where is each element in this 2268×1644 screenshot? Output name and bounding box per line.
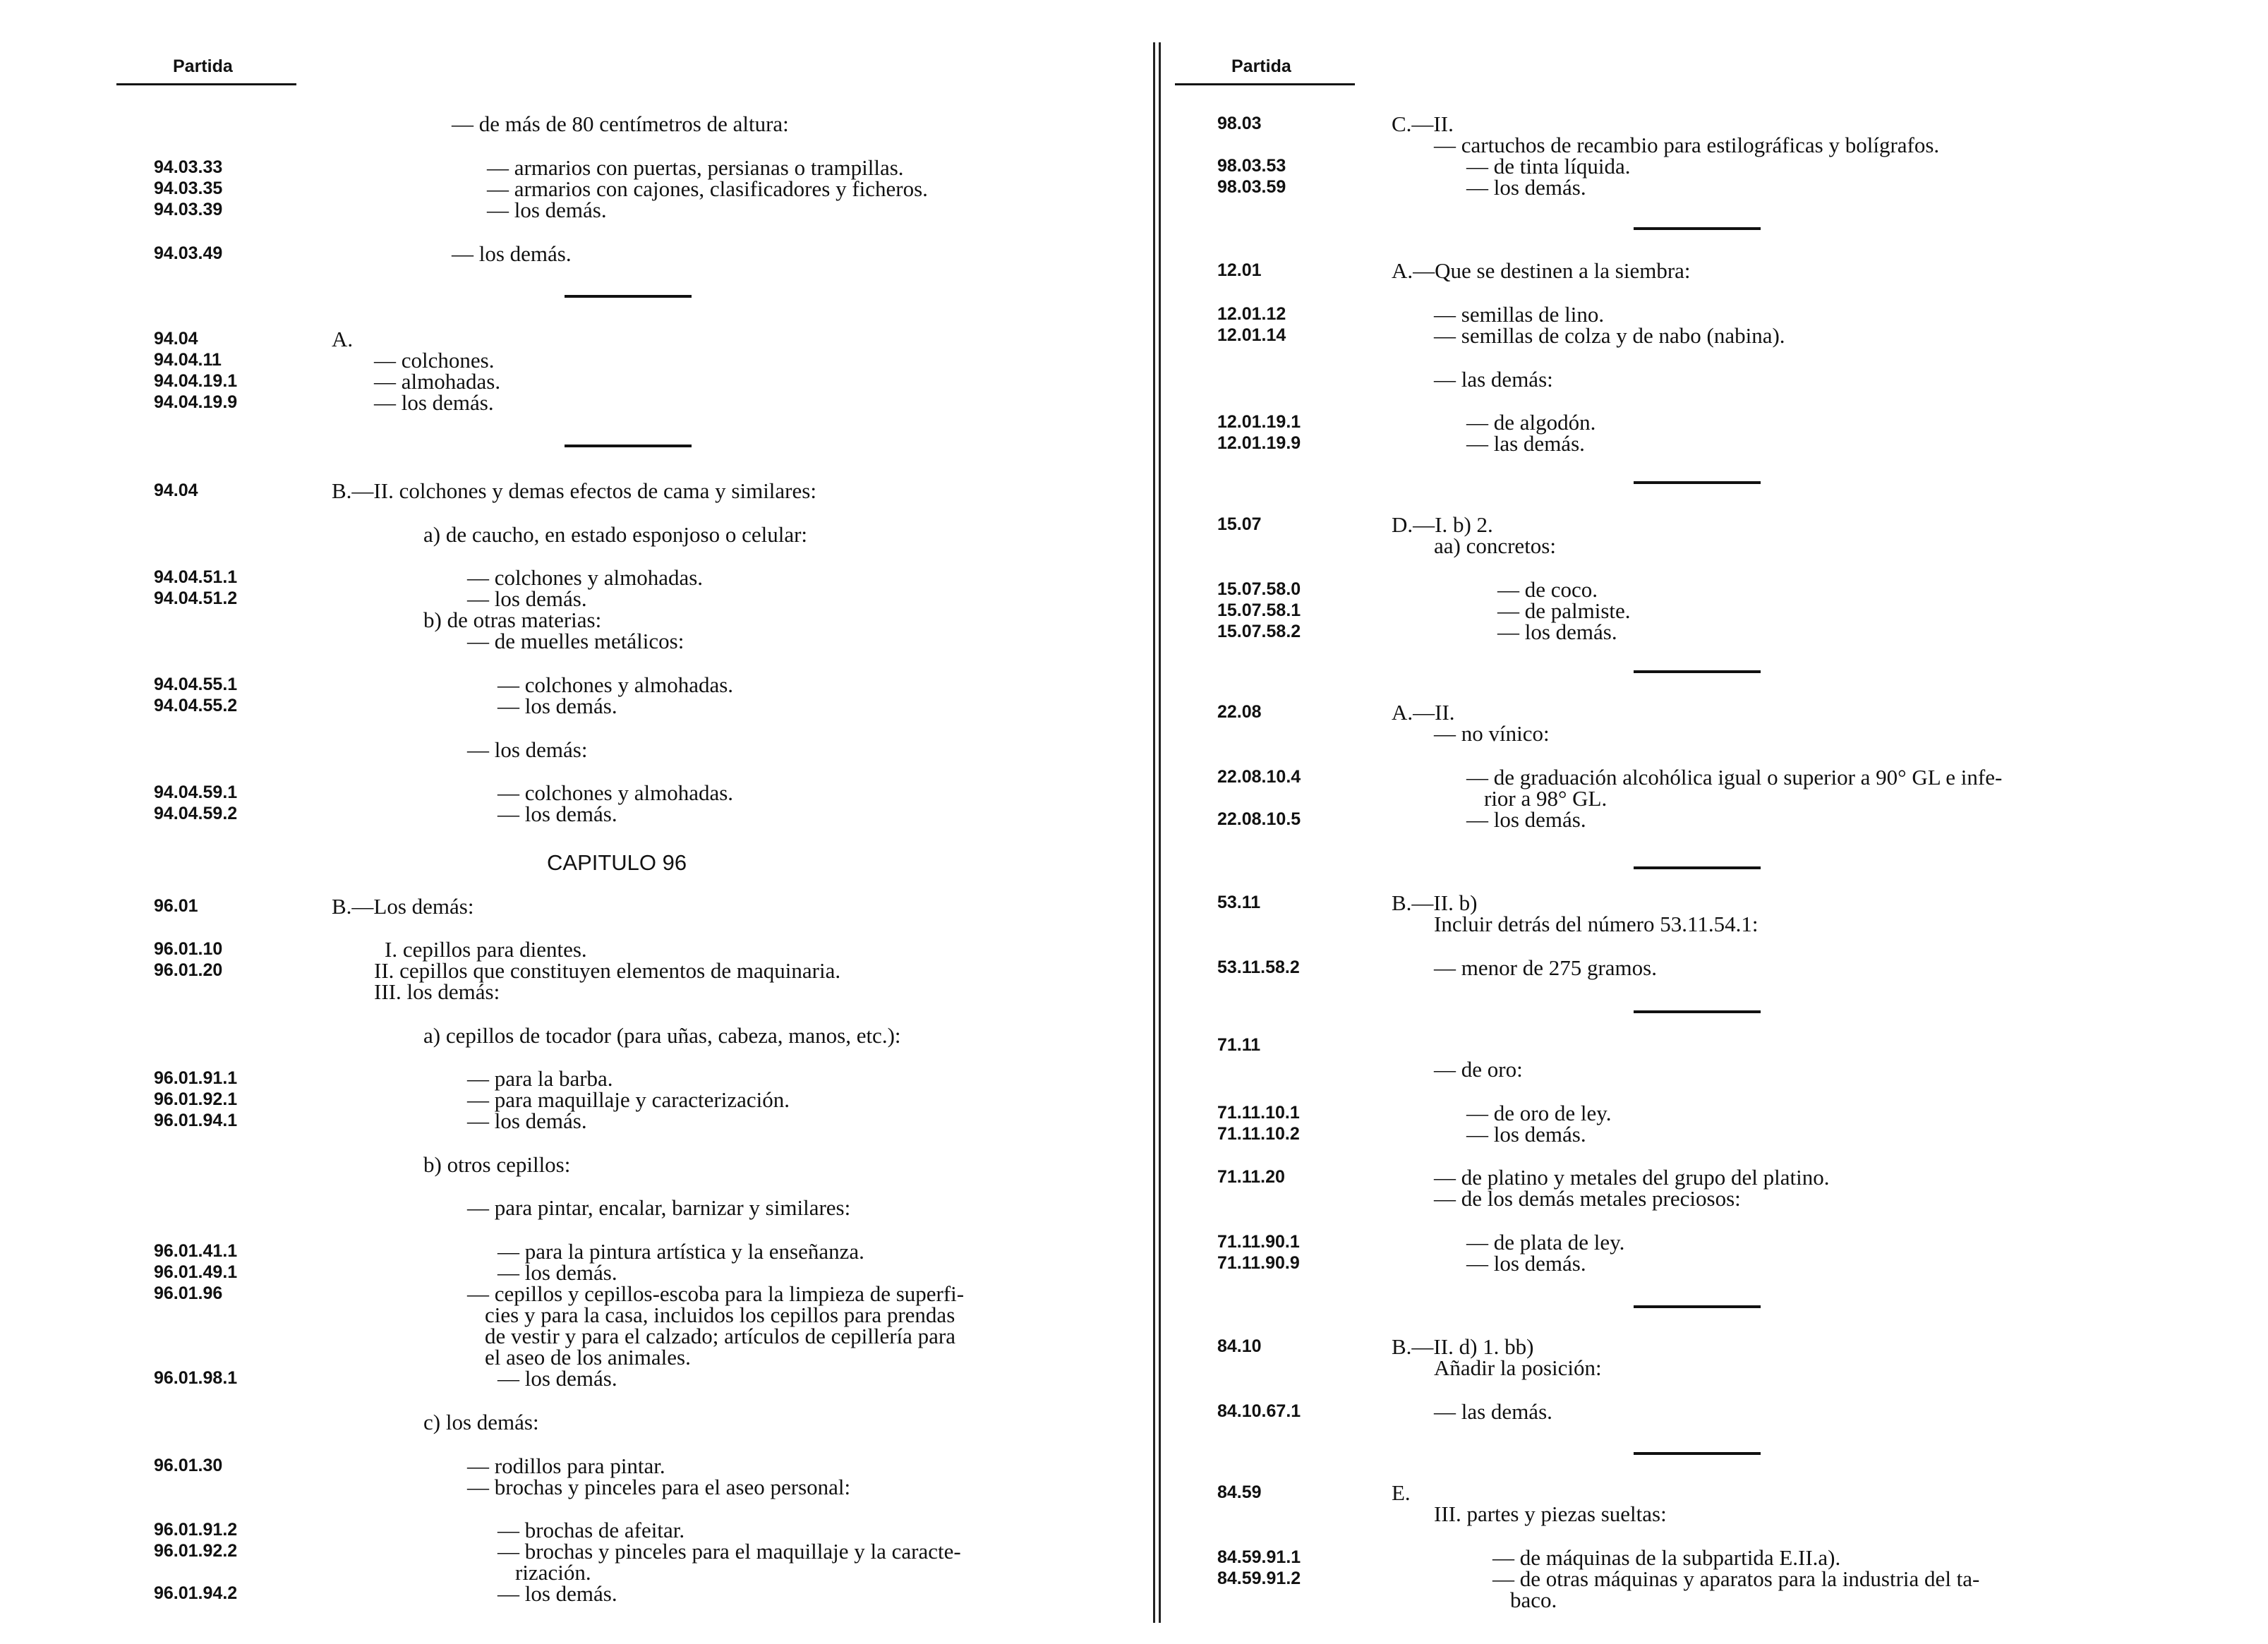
entry-text: — rodillos para pintar. <box>467 1453 665 1478</box>
entry-text: — colchones y almohadas. <box>497 780 734 805</box>
partida-code: 12.01 <box>1217 260 1262 280</box>
partida-code: 96.01.92.2 <box>154 1541 238 1561</box>
entry-text: — brochas de afeitar. <box>497 1518 685 1542</box>
entry-text: II. cepillos que constituyen elementos de maquinaria. <box>374 958 841 983</box>
partida-code: 94.03.33 <box>154 157 223 177</box>
partida-code: 94.04.51.1 <box>154 567 238 587</box>
partida-code: 96.01.30 <box>154 1456 223 1475</box>
entry-text: — las demás. <box>1434 1399 1552 1424</box>
partida-code: 84.59.91.2 <box>1217 1569 1301 1588</box>
entry-text: — para maquillaje y caracterización. <box>467 1087 790 1112</box>
partida-code: 96.01 <box>154 896 198 916</box>
entry-text: — de oro de ley. <box>1466 1101 1612 1125</box>
entry-text: — no vínico: <box>1434 721 1550 746</box>
entry-text: — los demás. <box>1466 1251 1586 1276</box>
entry-text: A. <box>332 327 354 351</box>
partida-code: 12.01.19.1 <box>1217 412 1301 432</box>
section-separator <box>1634 227 1761 230</box>
partida-code: 71.11 <box>1217 1035 1261 1055</box>
partida-code: 96.01.96 <box>154 1283 223 1303</box>
entry-text: — semillas de lino. <box>1434 302 1605 327</box>
entry-text: E. <box>1392 1480 1411 1505</box>
entry-text: aa) concretos: <box>1434 533 1556 558</box>
entry-text: — armarios con puertas, persianas o trampillas. <box>487 155 904 180</box>
entry-text: — brochas y pinceles para el maquillaje y la caracte- <box>497 1539 961 1564</box>
partida-code: 94.04.55.2 <box>154 696 238 715</box>
partida-code: 12.01.19.9 <box>1217 433 1301 453</box>
section-separator <box>565 295 692 298</box>
entry-text: — de graduación alcohólica igual o superior a 90° GL e infe- <box>1466 765 2003 790</box>
entry-text: — los demás. <box>1497 619 1617 644</box>
entry-text: — de coco. <box>1497 577 1598 602</box>
entry-text: A.—Que se destinen a la siembra: <box>1392 258 1691 283</box>
entry-text: — los demás. <box>497 1581 617 1606</box>
entry-text: B.—II. colchones y demas efectos de cama y similares: <box>332 478 816 503</box>
entry-text: a) de caucho, en estado esponjoso o celular: <box>423 522 808 547</box>
entry-text: C.—II. <box>1392 111 1454 136</box>
entry-text: baco. <box>1510 1588 1557 1612</box>
entry-text: — los demás. <box>1466 1122 1586 1147</box>
partida-code: 84.59.91.1 <box>1217 1547 1301 1567</box>
entry-text: — los demás. <box>497 1260 617 1285</box>
entry-text: Añadir la posición: <box>1434 1355 1602 1380</box>
entry-text: — los demás. <box>374 390 494 415</box>
partida-code: 94.04.11 <box>154 350 222 370</box>
entry-text: — menor de 275 gramos. <box>1434 955 1657 980</box>
partida-code: 96.01.94.2 <box>154 1583 238 1603</box>
partida-code: 96.01.94.1 <box>154 1111 238 1130</box>
partida-code: 94.04 <box>154 329 198 349</box>
partida-code: 71.11.90.9 <box>1217 1253 1300 1273</box>
entry-text: — los demás. <box>497 802 617 826</box>
partida-code: 71.11.90.1 <box>1217 1232 1300 1252</box>
entry-text: — los demás. <box>497 694 617 718</box>
entry-text: — brochas y pinceles para el aseo personal: <box>467 1475 851 1499</box>
entry-text: — cartuchos de recambio para estilográficas y bolígrafos. <box>1434 133 1940 157</box>
partida-code: 12.01.12 <box>1217 304 1286 324</box>
entry-text: — los demás. <box>467 586 587 611</box>
entry-text: — colchones. <box>374 348 495 373</box>
partida-code: 12.01.14 <box>1217 325 1286 345</box>
entry-text: D.—I. b) 2. <box>1392 512 1493 537</box>
entry-text: — de oro: <box>1434 1057 1523 1082</box>
entry-text: de vestir y para el calzado; artículos de cepillería para <box>485 1324 956 1348</box>
entry-text: III. los demás: <box>374 979 500 1004</box>
entry-text: — los demás. <box>467 1108 587 1133</box>
partida-code: 15.07.58.1 <box>1217 600 1301 620</box>
section-separator <box>1634 866 1761 869</box>
section-separator <box>1634 481 1761 484</box>
entry-text: — de palmiste. <box>1497 598 1631 623</box>
partida-code: 22.08.10.4 <box>1217 767 1301 787</box>
partida-code: 96.01.91.1 <box>154 1068 238 1088</box>
partida-header: Partida <box>1231 56 1291 76</box>
partida-header: Partida <box>173 56 233 76</box>
entry-text: — armarios con cajones, clasificadores y ficheros. <box>487 176 928 201</box>
partida-code: 22.08.10.5 <box>1217 809 1301 829</box>
entry-text: A.—II. <box>1392 700 1455 725</box>
column-divider <box>1153 42 1155 1623</box>
partida-code: 94.04.19.9 <box>154 392 238 412</box>
entry-text: b) de otras materias: <box>423 608 602 632</box>
entry-text: Incluir detrás del número 53.11.54.1: <box>1434 912 1759 936</box>
entry-text: — las demás. <box>1466 431 1585 456</box>
partida-code: 96.01.98.1 <box>154 1368 238 1388</box>
partida-code: 96.01.41.1 <box>154 1241 238 1261</box>
partida-code: 94.04.59.1 <box>154 782 238 802</box>
partida-code: 84.10 <box>1217 1336 1262 1356</box>
partida-code: 71.11.10.1 <box>1217 1103 1300 1123</box>
header-rule <box>1175 83 1355 85</box>
entry-text: B.—II. b) <box>1392 890 1478 915</box>
entry-text: — las demás: <box>1434 367 1553 392</box>
partida-code: 84.59 <box>1217 1482 1262 1502</box>
partida-code: 98.03.53 <box>1217 156 1286 176</box>
column-divider <box>1159 42 1161 1623</box>
entry-text: — de muelles metálicos: <box>467 629 684 653</box>
entry-text: c) los demás: <box>423 1410 539 1434</box>
entry-text: cies y para la casa, incluidos los cepillos para prendas <box>485 1302 955 1327</box>
partida-code: 96.01.20 <box>154 960 223 980</box>
partida-code: 94.04.55.1 <box>154 675 238 694</box>
chapter-heading: CAPITULO 96 <box>547 850 687 875</box>
entry-text: — de platino y metales del grupo del platino. <box>1434 1165 1830 1190</box>
partida-code: 15.07.58.0 <box>1217 579 1301 599</box>
partida-code: 94.04.51.2 <box>154 588 238 608</box>
section-separator <box>1634 1452 1761 1455</box>
entry-text: a) cepillos de tocador (para uñas, cabeza, manos, etc.): <box>423 1023 901 1048</box>
partida-code: 71.11.20 <box>1217 1167 1285 1187</box>
entry-text: — semillas de colza y de nabo (nabina). <box>1434 323 1785 348</box>
entry-text: — los demás. <box>487 198 607 222</box>
entry-text: — de otras máquinas y aparatos para la industria del ta- <box>1492 1566 1980 1591</box>
partida-code: 53.11.58.2 <box>1217 957 1300 977</box>
entry-text: — los demás. <box>1466 807 1586 832</box>
entry-text: — para la barba. <box>467 1066 613 1091</box>
entry-text: — de máquinas de la subpartida E.II.a). <box>1492 1545 1841 1570</box>
section-separator <box>1634 1010 1761 1013</box>
partida-code: 94.04 <box>154 480 198 500</box>
entry-text: — para la pintura artística y la enseñanza. <box>497 1239 864 1264</box>
partida-code: 53.11 <box>1217 893 1261 912</box>
partida-code: 96.01.10 <box>154 939 223 959</box>
partida-code: 96.01.49.1 <box>154 1262 238 1282</box>
entry-text: — los demás: <box>467 737 588 762</box>
right-column <box>1171 0 2268 1644</box>
entry-text: — los demás. <box>1466 175 1586 200</box>
partida-code: 94.04.59.2 <box>154 804 238 823</box>
partida-code: 98.03 <box>1217 114 1262 133</box>
partida-code: 96.01.91.2 <box>154 1520 238 1540</box>
partida-code: 94.04.19.1 <box>154 371 238 391</box>
entry-text: — de plata de ley. <box>1466 1230 1625 1255</box>
entry-text: rior a 98° GL. <box>1484 786 1607 811</box>
entry-text: — de los demás metales preciosos: <box>1434 1186 1741 1211</box>
entry-text: — los demás. <box>452 241 572 266</box>
entry-text: — colchones y almohadas. <box>467 565 704 590</box>
entry-text: — colchones y almohadas. <box>497 672 734 697</box>
entry-text: b) otros cepillos: <box>423 1152 571 1177</box>
partida-code: 98.03.59 <box>1217 177 1286 197</box>
section-separator <box>565 445 692 447</box>
partida-code: 15.07.58.2 <box>1217 622 1301 641</box>
partida-code: 96.01.92.1 <box>154 1089 238 1109</box>
entry-text: B.—Los demás: <box>332 894 474 919</box>
partida-code: 71.11.10.2 <box>1217 1124 1300 1144</box>
partida-code: 94.03.39 <box>154 200 223 219</box>
partida-code: 94.03.35 <box>154 179 223 198</box>
entry-text: — de algodón. <box>1466 410 1596 435</box>
entry-text: I. cepillos para dientes. <box>385 937 587 962</box>
partida-code: 15.07 <box>1217 514 1262 534</box>
entry-text: B.—II. d) 1. bb) <box>1392 1334 1534 1359</box>
partida-code: 22.08 <box>1217 702 1262 722</box>
entry-text: — de tinta líquida. <box>1466 154 1631 179</box>
entry-text: — almohadas. <box>374 369 501 394</box>
entry-text: — para pintar, encalar, barnizar y similares: <box>467 1195 851 1220</box>
partida-code: 94.03.49 <box>154 243 223 263</box>
entry-text: III. partes y piezas sueltas: <box>1434 1501 1667 1526</box>
entry-text: — cepillos y cepillos-escoba para la limpieza de superfi- <box>467 1281 965 1306</box>
section-separator <box>1634 670 1761 673</box>
entry-text: rización. <box>515 1560 591 1585</box>
entry-text: — los demás. <box>497 1366 617 1391</box>
section-separator <box>1634 1305 1761 1308</box>
partida-code: 84.10.67.1 <box>1217 1401 1301 1421</box>
header-rule <box>116 83 296 85</box>
entry-text: el aseo de los animales. <box>485 1345 691 1370</box>
entry-text: — de más de 80 centímetros de altura: <box>452 111 789 136</box>
